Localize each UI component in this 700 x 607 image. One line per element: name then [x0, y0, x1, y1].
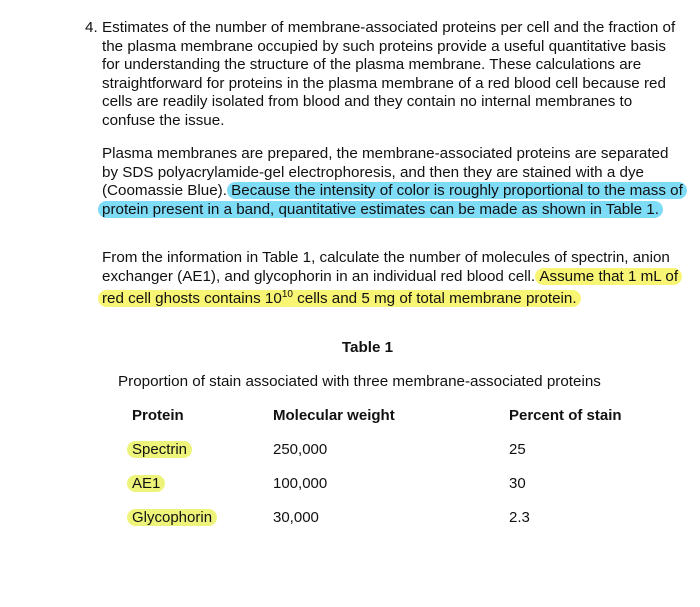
table-row-ae1-protein [132, 475, 165, 492]
assumption-exponent: 10 [281, 289, 293, 301]
protein-highlight: Glycophorin [127, 509, 217, 526]
question-number: 4. [85, 19, 98, 36]
table-row-spectrin-protein [132, 441, 192, 458]
question-intro-text: Estimates of the number of membrane-associated proteins per cell and the fraction of the plasma membrane occupied by such proteins provide a useful quantitative basis for understanding the structure of the plasma membrane. These calculations are straightforward for proteins in the plasma membrane of a red blood cell because red cells are readily isolated from blood and they contain no internal membranes to confuse the issue. [102, 19, 676, 129]
table-header-protein: Protein [132, 407, 184, 424]
protein-highlight: Spectrin [127, 441, 192, 458]
table-title: Table 1 [341, 339, 394, 356]
table-row-glycophorin-percent: 2.3 [509, 509, 530, 526]
table-caption: Proportion of stain associated with three membrane-associated proteins [118, 373, 601, 390]
table-row-ae1-mw: 100,000 [273, 475, 328, 492]
task-text: From the information in Table 1, calculate the number of molecules of spectrin, anion exchanger (AE1), and glycophorin in an individual red blood cell. [102, 249, 670, 285]
table-row-ae1-percent: 30 [509, 475, 526, 492]
protein-highlight: AE1 [127, 475, 165, 492]
assumption-text-post: cells and 5 mg of total membrane protein. [292, 290, 577, 308]
task-paragraph [102, 249, 687, 309]
methods-paragraph [102, 145, 687, 219]
table-row-spectrin-percent: 25 [509, 441, 526, 458]
question-intro-paragraph [85, 19, 685, 131]
table-row-spectrin-mw: 250,000 [273, 441, 328, 458]
methods-text: Plasma membranes are prepared, the membrane-associated proteins are separated by SDS polyacrylamide-gel electrophoresis, and then they are stained with a dye (Coomassie Blue). [102, 145, 669, 200]
assumption-text-pre: Assume that 1 mL of red cell ghosts contains 10 [102, 267, 679, 308]
table-header-percent-stain: Percent of stain [509, 407, 622, 424]
table-header-molecular-weight: Molecular weight [273, 407, 395, 424]
table-row-glycophorin-protein [132, 509, 217, 526]
methods-highlight: Because the intensity of color is roughly proportional to the mass of protein present in a band, quantitative estimates can be made as shown in Table 1. [98, 182, 687, 218]
table-row-glycophorin-mw: 30,000 [273, 509, 319, 526]
